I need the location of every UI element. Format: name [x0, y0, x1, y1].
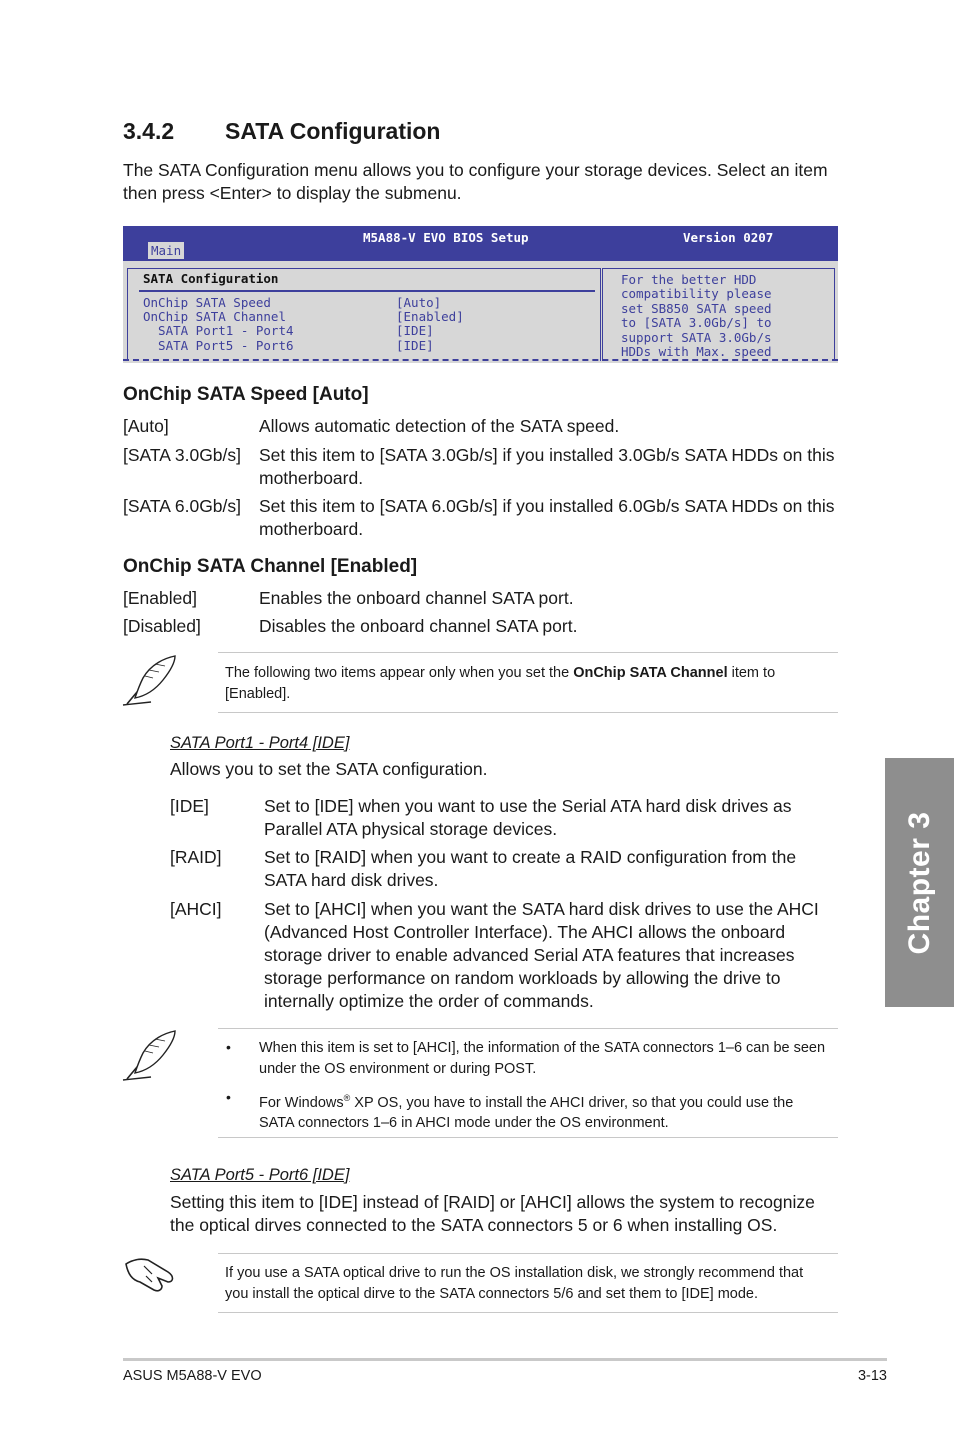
bios-item-value[interactable]: [IDE] — [396, 323, 434, 338]
bios-help-line: compatibility please — [621, 286, 772, 302]
bios-help-text — [621, 273, 772, 359]
bullet-icon: • — [226, 1039, 231, 1055]
option-desc: Set this item to [SATA 3.0Gb/s] if you installed 3.0Gb/s SATA HDDs on this motherboard. — [259, 445, 835, 488]
note-bottom-rule — [218, 1137, 838, 1138]
note-top-rule — [218, 1253, 838, 1254]
bios-item-value[interactable]: [IDE] — [396, 338, 434, 353]
note-bullet-post: XP OS, you have to install the AHCI driver, so that you could use the SATA connectors 1–6 in AHCI mode under the OS environment. — [259, 1094, 794, 1132]
option-row — [123, 415, 838, 438]
pointing-hand-icon — [122, 1252, 180, 1294]
option-row — [123, 615, 838, 638]
bios-section-header: SATA Configuration — [143, 271, 279, 286]
bios-title: M5A88-V EVO BIOS Setup — [363, 230, 529, 245]
bios-item-value[interactable]: [Auto] — [396, 295, 442, 310]
bios-title-bar — [123, 226, 838, 261]
section-heading — [123, 118, 440, 145]
note-top-rule — [218, 1028, 838, 1029]
footer-rule — [123, 1358, 887, 1361]
bios-item-label[interactable]: OnChip SATA Channel — [143, 309, 286, 324]
speed-heading: OnChip SATA Speed [Auto] — [123, 384, 369, 405]
option-desc: Allows automatic detection of the SATA speed. — [259, 416, 620, 436]
port56-heading: SATA Port5 - Port6 [IDE] — [170, 1166, 350, 1184]
option-key: [RAID] — [170, 847, 222, 867]
note-feather-icon — [121, 652, 181, 708]
note-bottom-rule — [218, 1312, 838, 1313]
bios-help-line: For the better HDD — [621, 272, 757, 287]
option-desc: Enables the onboard channel SATA port. — [259, 588, 574, 608]
bios-version: Version 0207 — [683, 230, 774, 245]
option-key: [IDE] — [170, 796, 209, 816]
option-row — [170, 898, 840, 1013]
note-text — [225, 663, 830, 704]
bios-screen — [123, 226, 838, 363]
option-desc: Set this item to [SATA 6.0Gb/s] if you installed 6.0Gb/s SATA HDDs on this motherboard. — [259, 496, 835, 539]
intro-paragraph: The SATA Configuration menu allows you to configure your storage devices. Select an item then press <Enter> to display the submenu. — [123, 160, 828, 203]
bios-divider — [139, 290, 595, 292]
note-top-rule — [218, 652, 838, 653]
option-row — [123, 587, 838, 610]
port14-desc: Allows you to set the SATA configuration. — [170, 759, 488, 779]
bios-item-label[interactable]: SATA Port1 - Port4 — [143, 323, 294, 338]
bios-item-label[interactable]: OnChip SATA Speed — [143, 295, 271, 310]
bios-item-value[interactable]: [Enabled] — [396, 309, 464, 324]
option-desc: Set to [IDE] when you want to use the Serial ATA hard disk drives as Parallel ATA physical storage devices. — [264, 796, 792, 839]
bios-help-line: HDDs with Max. speed — [621, 344, 772, 360]
option-row — [170, 846, 840, 892]
registered-mark: ® — [343, 1093, 351, 1103]
note-feather-icon — [121, 1027, 181, 1083]
note-bullet-pre: For Windows — [259, 1094, 344, 1111]
option-row — [123, 444, 838, 490]
bullet-icon: • — [226, 1089, 231, 1105]
section-title: SATA Configuration — [225, 118, 441, 144]
note-bullet-text: When this item is set to [AHCI], the information of the SATA connectors 1–6 can be seen under the OS environment or during POST. — [259, 1040, 826, 1077]
note-text: If you use a SATA optical drive to run the OS installation disk, we strongly recommend that you install the optical dirve to the SATA connectors 5/6 and set them to [IDE] mode. — [225, 1265, 804, 1302]
option-key: [Enabled] — [123, 588, 197, 608]
note-text-pre: The following two items appear only when you set the — [225, 665, 574, 681]
bios-help-line: support SATA 3.0Gb/s — [621, 329, 772, 345]
bios-item-label[interactable]: SATA Port5 - Port6 — [143, 338, 294, 353]
bios-help-line: set SB850 SATA speed — [621, 300, 772, 316]
footer-product: ASUS M5A88-V EVO — [123, 1368, 262, 1384]
note-text-post: item to [Enabled]. — [225, 665, 776, 702]
footer-page-number: 3-13 — [857, 1368, 887, 1384]
note-bottom-rule — [218, 712, 838, 713]
note-bullet-text — [259, 1088, 829, 1134]
option-key: [Auto] — [123, 416, 169, 436]
option-desc: Disables the onboard channel SATA port. — [259, 616, 578, 636]
option-key: [AHCI] — [170, 899, 222, 919]
chapter-tab-label: Chapter 3 — [902, 811, 936, 954]
option-row — [170, 795, 840, 841]
option-row — [123, 495, 838, 541]
option-key: [SATA 3.0Gb/s] — [123, 445, 242, 465]
bios-help-line: to [SATA 3.0Gb/s] to — [621, 315, 772, 331]
option-key: [SATA 6.0Gb/s] — [123, 496, 242, 516]
option-desc: Set to [AHCI] when you want the SATA hard disk drives to use the AHCI (Advanced Host Controller Interface). The AHCI allows the onboard storage driver to enable advanced Serial ATA features that increases storage performance on random workloads by allowing the drive to internally optimize the order of commands. — [264, 899, 819, 1011]
note-text-bold: OnChip SATA Channel — [573, 665, 728, 681]
option-key: [Disabled] — [123, 616, 201, 636]
option-desc: Set to [RAID] when you want to create a RAID configuration from the SATA hard disk drives. — [264, 847, 797, 890]
port14-heading: SATA Port1 - Port4 [IDE] — [170, 734, 350, 752]
bios-tab-main[interactable]: Main — [148, 242, 184, 259]
channel-heading: OnChip SATA Channel [Enabled] — [123, 556, 418, 577]
port56-desc: Setting this item to [IDE] instead of [RAID] or [AHCI] allows the system to recognize the optical dirves connected to the SATA connectors 5 or 6 when installing OS. — [170, 1192, 815, 1235]
chapter-tab — [885, 758, 954, 1007]
section-number: 3.4.2 — [123, 118, 175, 144]
